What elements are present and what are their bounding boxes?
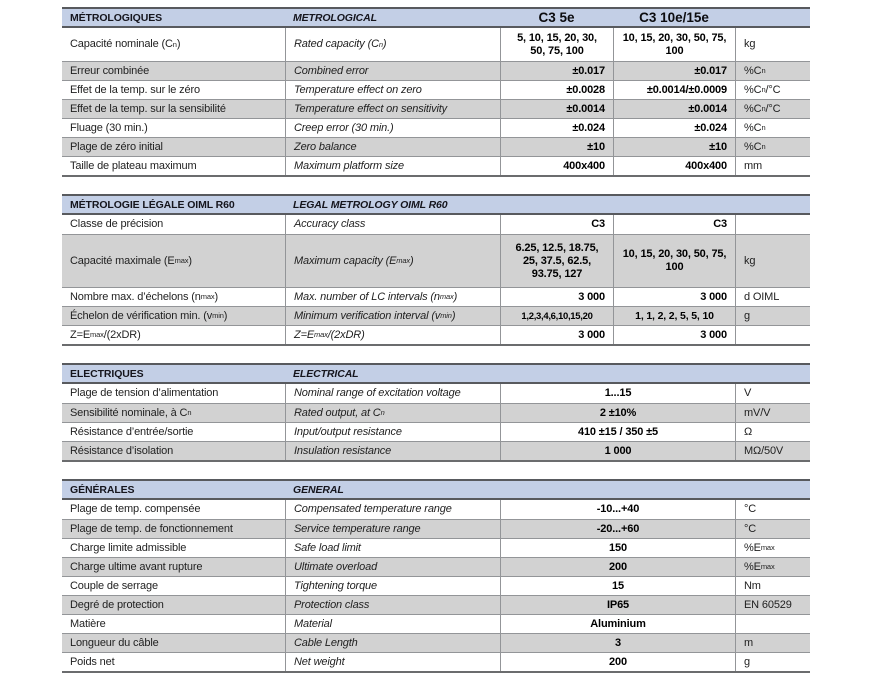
row-value-c3-10e-15e: ±0.017 [613,62,735,80]
row-value-merged: 2 ±10% [500,404,735,422]
row-label-en: Minimum verification interval (v min ) [285,307,500,325]
section-legal-metrology [62,194,810,346]
row-label-en: Rated capacity (C n ) [285,28,500,61]
row-unit: %C n [735,62,810,80]
row-unit: g [735,653,810,671]
row-label-en: Temperature effect on sensitivity [285,100,500,118]
column-header-c3-10e-15e: C3 10e/15e [639,10,709,25]
row-value-c3-5e: ±0.024 [500,119,613,137]
row-value-merged: 3 [500,634,735,652]
row-value-c3-10e-15e: C3 [613,215,735,234]
table-row [62,403,810,422]
row-label-en: Protection class [285,596,500,614]
row-label-fr: Échelon de vérification min. (v min ) [70,309,228,322]
row-label-fr: Résistance d’entrée/sortie [70,425,194,438]
row-label-en: Nominal range of excitation voltage [285,384,500,403]
row-unit: %E max [735,539,810,557]
specification-table [62,7,810,673]
row-label-fr: Capacité nominale (C n ) [70,38,181,50]
row-value-c3-10e-15e: ±0.024 [613,119,735,137]
row-label-en: Cable Length [285,634,500,652]
row-label-fr: Effet de la temp. sur la sensibilité [70,102,226,115]
row-unit [735,215,810,234]
row-unit: EN 60529 [735,596,810,614]
row-label-en: Temperature effect on zero [285,81,500,99]
table-row [62,215,810,234]
row-label-en: Safe load limit [285,539,500,557]
row-value-c3-5e: 3 000 [500,288,613,306]
row-value-merged: IP65 [500,596,735,614]
section-title-en: ELECTRICAL [293,367,359,380]
row-value-merged: 410 ±15 / 350 ±5 [500,423,735,441]
section-header-metrological [62,7,810,28]
row-value-c3-10e-15e: 3 000 [613,288,735,306]
row-label-fr: Fluage (30 min.) [70,121,148,134]
row-label-en: Compensated temperature range [285,500,500,519]
row-value-c3-10e-15e: 10, 15, 20, 30, 50, 75, 100 [613,235,735,287]
table-row [62,614,810,633]
table-row [62,287,810,306]
section-general [62,479,810,673]
row-value-merged: Aluminium [500,615,735,633]
row-label-en: Maximum capacity (E max ) [285,235,500,287]
row-unit: V [735,384,810,403]
row-label-en: Insulation resistance [285,442,500,460]
section-title-fr: MÉTROLOGIE LÉGALE OIML R60 [70,198,235,211]
row-label-en: Service temperature range [285,520,500,538]
section-header-electrical [62,363,810,384]
table-row [62,384,810,403]
row-label-en: Combined error [285,62,500,80]
row-unit: %C n /°C [735,100,810,118]
row-unit: g [735,307,810,325]
row-label-fr: Matière [70,617,106,630]
row-label-en: Max. number of LC intervals (n max ) [285,288,500,306]
row-unit: °C [735,500,810,519]
row-label-fr: Couple de serrage [70,579,158,592]
row-value-c3-5e: ±0.0028 [500,81,613,99]
row-value-merged: -20...+60 [500,520,735,538]
row-label-fr: Classe de précision [70,218,164,230]
section-metrological [62,7,810,177]
row-label-fr: Charge limite admissible [70,541,187,554]
row-unit: %C n /°C [735,81,810,99]
row-label-fr: Capacité maximale (E max ) [70,254,192,267]
row-label-fr: Charge ultime avant rupture [70,560,203,573]
row-value-merged: 15 [500,577,735,595]
row-label-fr: Plage de tension d’alimentation [70,387,219,399]
table-row [62,61,810,80]
row-value-c3-10e-15e: 10, 15, 20, 30, 50, 75, 100 [613,28,735,61]
row-label-en: Net weight [285,653,500,671]
table-row [62,325,810,344]
row-value-c3-5e: C3 [500,215,613,234]
row-label-fr: Poids net [70,655,115,668]
row-value-c3-10e-15e: 1, 1, 2, 2, 5, 5, 10 [613,307,735,325]
section-title-fr: GÉNÉRALES [70,483,135,496]
row-unit: °C [735,520,810,538]
row-label-en: Rated output, at C n [285,404,500,422]
row-value-merged: 150 [500,539,735,557]
row-value-c3-5e: 1,2,3,4,6,10,15,20 [500,307,613,325]
row-value-c3-10e-15e: 3 000 [613,326,735,344]
section-title-fr: ELECTRIQUES [70,367,144,380]
row-value-c3-10e-15e: ±0.0014 [613,100,735,118]
table-row [62,118,810,137]
row-value-merged: 1...15 [500,384,735,403]
table-row [62,576,810,595]
row-value-c3-10e-15e: 400x400 [613,157,735,175]
row-unit: MΩ/50V [735,442,810,460]
row-label-fr: Nombre max. d’échelons (n max ) [70,290,218,303]
row-label-en: Creep error (30 min.) [285,119,500,137]
row-label-fr: Effet de la temp. sur le zéro [70,83,200,96]
row-value-c3-5e: 400x400 [500,157,613,175]
row-label-en: Accuracy class [285,215,500,234]
row-label-fr: Longueur du câble [70,636,159,649]
row-value-c3-5e: ±10 [500,138,613,156]
row-label-fr: Plage de temp. compensée [70,503,201,515]
row-unit: mV/V [735,404,810,422]
table-row [62,557,810,576]
row-value-c3-5e: 6.25, 12.5, 18.75, 25, 37.5, 62.5, 93.75, 127 [500,235,613,287]
row-label-en: Tightening torque [285,577,500,595]
table-row [62,595,810,614]
row-value-merged: 1 000 [500,442,735,460]
row-unit: d OIML [735,288,810,306]
row-unit: m [735,634,810,652]
row-label-fr: Résistance d’isolation [70,444,174,457]
table-row [62,538,810,557]
row-label-fr: Erreur combinée [70,64,150,77]
section-title-en: GENERAL [293,483,344,496]
row-label-en: Z=E max /(2xDR) [285,326,500,344]
row-label-fr: Plage de zéro initial [70,140,163,153]
row-value-merged: -10...+40 [500,500,735,519]
row-unit: Nm [735,577,810,595]
row-label-fr: Taille de plateau maximum [70,159,197,172]
row-unit [735,615,810,633]
row-unit: kg [735,235,810,287]
row-unit: %C n [735,138,810,156]
table-row [62,99,810,118]
row-unit: mm [735,157,810,175]
table-row [62,422,810,441]
row-value-c3-5e: 5, 10, 15, 20, 30, 50, 75, 100 [500,28,613,61]
row-value-c3-10e-15e: ±10 [613,138,735,156]
section-header-general [62,479,810,500]
row-value-c3-5e: ±0.017 [500,62,613,80]
row-unit: kg [735,28,810,61]
table-row [62,519,810,538]
row-unit: Ω [735,423,810,441]
table-row [62,234,810,287]
row-label-fr: Sensibilité nominale, à C n [70,406,192,419]
section-title-en: METROLOGICAL [293,11,377,24]
row-label-fr: Z=E max /(2xDR) [70,328,141,341]
table-row [62,80,810,99]
row-label-fr: Plage de temp. de fonctionnement [70,522,233,535]
row-value-c3-5e: 3 000 [500,326,613,344]
table-row [62,156,810,175]
row-unit [735,326,810,344]
column-header-c3-5e: C3 5e [538,10,575,25]
section-title-en: LEGAL METROLOGY OIML R60 [293,198,448,211]
row-label-en: Zero balance [285,138,500,156]
row-unit: %C n [735,119,810,137]
row-unit: %E max [735,558,810,576]
table-row [62,652,810,671]
row-label-en: Input/output resistance [285,423,500,441]
row-label-en: Ultimate overload [285,558,500,576]
row-value-c3-10e-15e: ±0.0014/±0.0009 [613,81,735,99]
row-value-c3-5e: ±0.0014 [500,100,613,118]
table-row [62,306,810,325]
section-header-legal-metrology [62,194,810,215]
table-row [62,500,810,519]
section-title-fr: MÉTROLOGIQUES [70,11,163,24]
row-value-merged: 200 [500,558,735,576]
table-row [62,633,810,652]
row-label-en: Maximum platform size [285,157,500,175]
table-row [62,137,810,156]
table-row [62,28,810,61]
table-row [62,441,810,460]
section-electrical [62,363,810,462]
row-value-merged: 200 [500,653,735,671]
row-label-en: Material [285,615,500,633]
row-label-fr: Degré de protection [70,598,164,611]
